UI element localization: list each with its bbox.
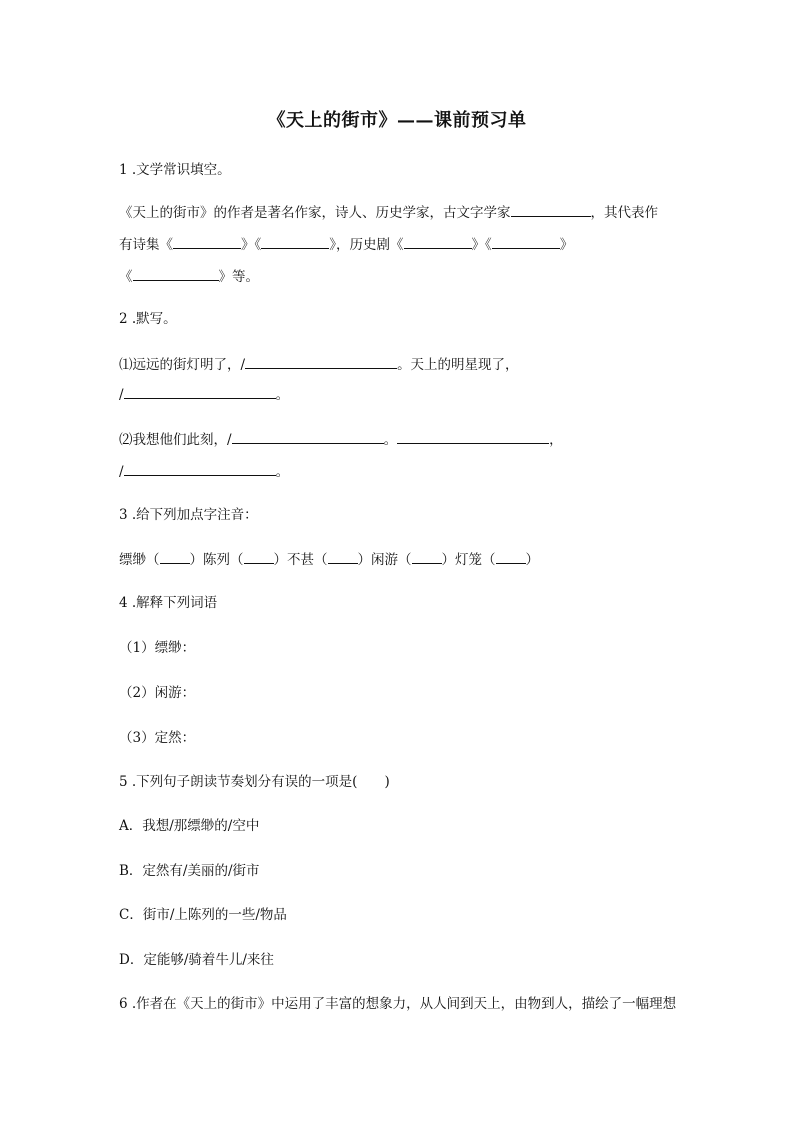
q2-text: 。 [275,464,290,480]
q3-text: 缥缈（ [119,552,160,568]
q3-text: ） [525,552,539,568]
q1-line-2 [119,234,573,255]
answer-blank-drama-3[interactable] [133,266,219,281]
q2-text: / [119,387,124,403]
q3-pinyin-line [119,549,539,570]
q5-option-b[interactable]: B．定然有/美丽的/街市 [119,863,260,879]
q2-p1-line-1 [119,354,519,375]
q4-item-1: （1）缥缈： [119,640,196,656]
q6-heading: 6 .作者在《天上的街市》中运用了丰富的想象力，从人间到天上，由物到人，描绘了一幅理想 [119,996,677,1012]
q5-option-d[interactable]: D．定能够/骑着牛儿/来往 [119,952,274,968]
q5-option-c[interactable]: C．街市/上陈列的一些/物品 [119,907,287,923]
q1-text: 》等。 [218,269,259,285]
answer-blank-drama-1[interactable] [404,234,472,249]
q1-line-3 [119,266,259,287]
q2-text: 。天上的明星现了， [397,357,519,373]
q2-text: / [119,464,124,480]
q2-p2-line-1 [119,429,563,450]
q1-heading: 1 .文学常识填空。 [119,162,231,178]
page-title: 《天上的街市》——课前预习单 [267,110,527,131]
q2-text: ⑵我想他们此刻，/ [119,432,232,448]
answer-blank-recite-1[interactable] [245,354,397,369]
answer-blank-poem-2[interactable] [261,234,329,249]
q5-option-a[interactable]: A．我想/那缥缈的/空中 [119,818,260,834]
q1-text: 》《 [241,237,262,253]
q1-text: 》，历史剧《 [329,237,404,253]
q2-text: ， [549,432,563,448]
pinyin-blank-1[interactable] [160,549,190,564]
q1-text: 有诗集《 [119,237,173,253]
q2-text: ⑴远远的街灯明了，/ [119,357,246,373]
q3-text: ）灯笼（ [441,552,496,568]
answer-blank-recite-4[interactable] [397,429,549,444]
q3-text: ）不甚（ [273,552,328,568]
answer-blank-recite-5[interactable] [124,461,276,476]
q2-heading: 2 .默写。 [119,311,177,327]
answer-blank-poem-1[interactable] [173,234,241,249]
q3-text: ）闲游（ [357,552,412,568]
q4-item-3: （3）定然： [119,730,196,746]
q1-text: 》 [559,237,574,253]
answer-blank-recite-2[interactable] [124,384,276,399]
answer-blank-drama-2[interactable] [492,234,560,249]
pinyin-blank-3[interactable] [328,549,358,564]
pinyin-blank-5[interactable] [496,549,526,564]
q1-text: ，其代表作 [590,205,658,221]
q1-text: 《天上的街市》的作者是著名作家，诗人、历史学家，古文字学家 [119,205,511,221]
q2-p2-line-2 [119,461,289,482]
q1-text: 《 [119,269,133,285]
answer-blank-recite-3[interactable] [232,429,384,444]
q2-text: 。 [275,387,290,403]
q3-text: ）陈列（ [189,552,244,568]
q2-p1-line-2 [119,384,289,405]
q1-text: 》《 [471,237,492,253]
answer-blank-author[interactable] [511,202,591,217]
pinyin-blank-4[interactable] [412,549,442,564]
q4-item-2: （2）闲游： [119,685,196,701]
q2-text: 。 [383,432,398,448]
q1-line-1 [119,202,658,223]
q4-heading: 4 .解释下列词语 [119,595,218,611]
q5-heading: 5 .下列句子朗读节奏划分有误的一项是( ) [119,774,390,790]
pinyin-blank-2[interactable] [244,549,274,564]
q3-heading: 3 .给下列加点字注音： [119,507,258,523]
